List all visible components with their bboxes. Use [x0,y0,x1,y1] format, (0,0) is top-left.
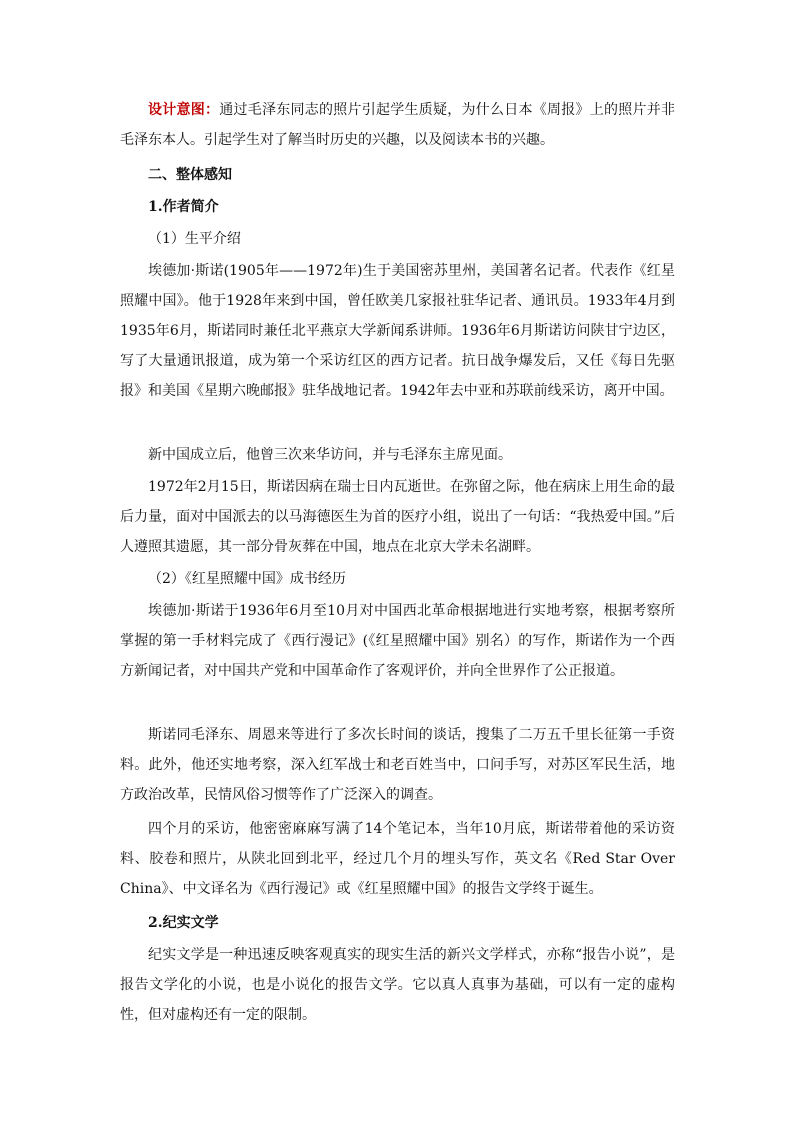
book-paragraph-2: 斯诺同毛泽东、周恩来等进行了多次长时间的谈话，搜集了二万五千里长征第一手资料。此外，他还实地考察，深入红军战士和老百姓当中，口问手写，对苏区军民生活，地方政治改革，民情风俗习惯等作了广泛深入的调查。 [120,727,675,803]
heading-book-history: （2）《红星照耀中国》成书经历 [148,571,346,587]
book-paragraph-3: 四个月的采访，他密密麻麻写满了14个笔记本，当年10月底，斯诺带着他的采访资料、胶卷和照片，从陕北回到北平，经过几个月的埋头写作，英文名《Red Star Over China》、中文译名为《西行漫记》或《红星照耀中国》的报告文学终于诞生。 [120,821,675,897]
bio-paragraph-3: 1972年2月15日，斯诺因病在瑞士日内瓦逝世。在弥留之际，他在病床上用生命的最后力量，面对中国派去的以马海德医生为首的医疗小组，说出了一句话：“我热爱中国。”后人遵照其遗愿，其一部分骨灰葬在中国，地点在北京大学未名湖畔。 [120,479,675,555]
bio-paragraph-2: 新中国成立后，他曾三次来华访问，并与毛泽东主席见面。 [148,447,512,463]
genre-paragraph: 纪实文学是一种迅速反映客观真实的现实生活的新兴文学样式，亦称“报告小说”，是报告文学化的小说，也是小说化的报告文学。它以真人真事为基础，可以有一定的虚构性，但对虚构还有一定的限制。 [120,947,675,1023]
design-intent-label: 设计意图： [148,102,220,118]
heading-documentary-literature: 2.纪实文学 [148,915,219,931]
heading-biography: （1）生平介绍 [148,231,241,247]
bio-paragraph-1: 埃德加·斯诺(1905年——1972年)生于美国密苏里州，美国著名记者。代表作《红星照耀中国》。他于1928年来到中国，曾任欧美几家报社驻华记者、通讯员。1933年4月到1935年6月，斯诺同时兼任北平燕京大学新闻系讲师。1936年6月斯诺访问陕甘宁边区，写了大量通讯报道，成为第一个采访红区的西方记者。抗日战争爆发后，又任《每日先驱报》和美国《星期六晚邮报》驻华战地记者。1942年去中亚和苏联前线采访，离开中国。 [120,263,675,399]
section-heading-overall: 二、整体感知 [148,167,232,183]
heading-author-intro: 1.作者简介 [148,199,219,215]
design-intent-paragraph [120,95,675,155]
book-paragraph-1: 埃德加·斯诺于1936年6月至10月对中国西北革命根据地进行实地考察，根据考察所掌握的第一手材料完成了《西行漫记》(《红星照耀中国》别名）的写作，斯诺作为一个西方新闻记者，对中国共产党和中国革命作了客观评价，并向全世界作了公正报道。 [120,603,675,679]
design-intent-text: 通过毛泽东同志的照片引起学生质疑，为什么日本《周报》上的照片并非毛泽东本人。引起学生对了解当时历史的兴趣，以及阅读本书的兴趣。 [120,102,675,148]
